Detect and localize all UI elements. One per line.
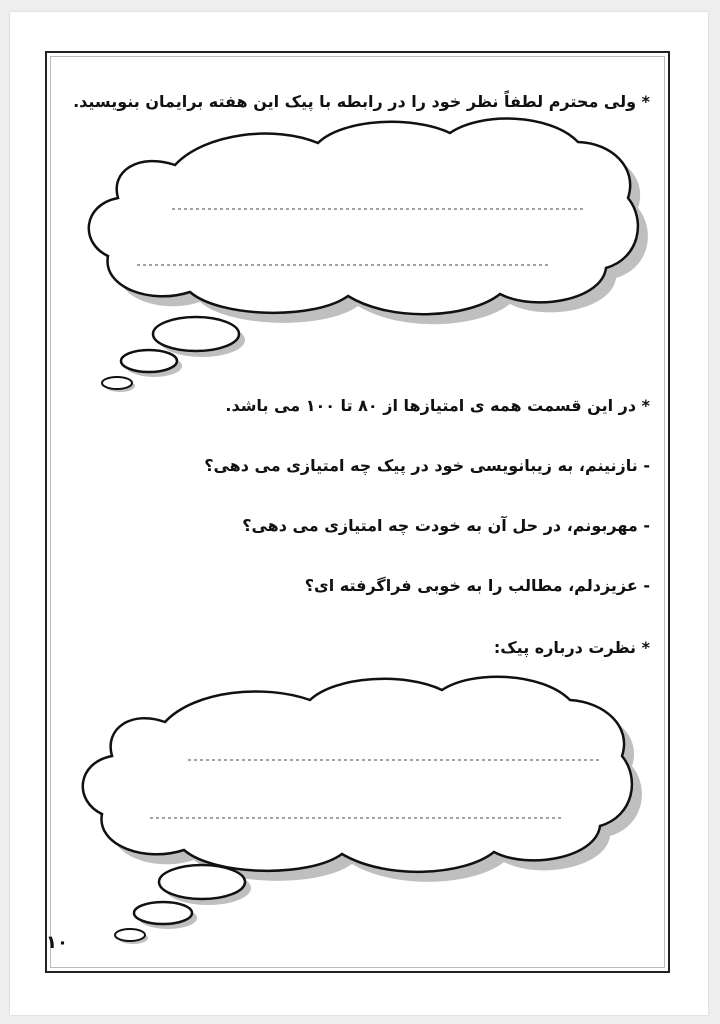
- cloud-parent-comment: [89, 119, 648, 392]
- opinion-heading: * نظرت درباره پیک:: [493, 638, 650, 657]
- cloud-opinion: [83, 677, 642, 944]
- question-learning: - عزیزدلم، مطالب را به خوبی فراگرفته ای؟: [304, 576, 650, 595]
- question-self-score: - مهربونم، در حل آن به خودت چه امتیازی می دهی؟: [242, 516, 650, 535]
- score-range-instruction: * در این قسمت همه ی امتیازها از ۸۰ تا ۱۰۰ می باشد.: [225, 396, 650, 415]
- question-handwriting: - نازنینم، به زیبانویسی خود در پیک چه امتیازی می دهی؟: [204, 456, 650, 475]
- page-number: ۱۰: [46, 932, 68, 953]
- parent-comment-instruction: * ولی محترم لطفاً نظر خود را در رابطه با پیک این هفته برایمان بنویسید.: [73, 92, 650, 111]
